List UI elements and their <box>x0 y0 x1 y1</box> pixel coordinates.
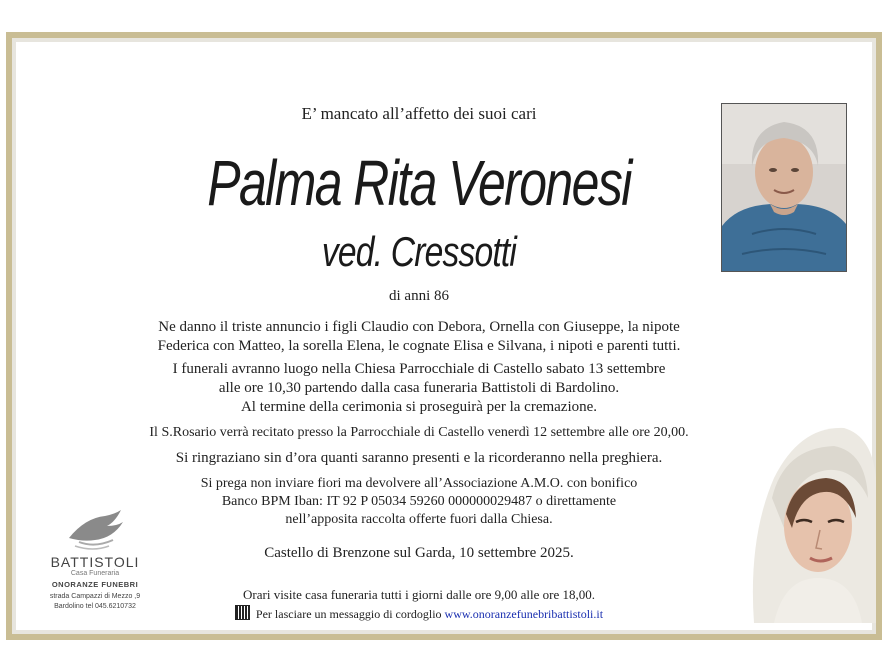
dove-logo-icon <box>65 508 125 552</box>
funeral-home-logo <box>40 508 150 612</box>
place-date: Castello di Brenzone sul Garda, 10 settembre 2025. <box>264 545 574 561</box>
family-line: Federica con Matteo, la sorella Elena, le cognate Elisa e Silvana, i nipoti e parenti tutti. <box>157 338 681 354</box>
frame-inner <box>12 38 876 634</box>
family-announcement <box>16 318 822 356</box>
rosary-info: Il S.Rosario verrà recitato presso la Parrocchiale di Castello venerdì 12 settembre alle ore 20,00. <box>149 425 689 440</box>
logo-subtitle: Casa Funeraria <box>70 570 120 577</box>
portrait-image <box>722 104 846 271</box>
donation-line: nell’apposita raccolta offerte fuori dalla Chiesa. <box>285 512 553 527</box>
qr-code-icon[interactable] <box>235 605 250 620</box>
logo-brand: BATTISTOLI <box>50 554 140 570</box>
logo-phone-line: Bardolino tel 045.6210732 <box>54 603 136 610</box>
visiting-hours: Orari visite casa funeraria tutti i giorni dalle ore 9,00 alle ore 18,00. <box>243 587 595 602</box>
notice-paper <box>16 42 872 630</box>
donation-line: Banco BPM Iban: IT 92 P 05034 59260 000000029487 o direttamente <box>221 494 617 509</box>
donation-line: Si prega non inviare fiori ma devolvere all’Associazione A.M.O. con bonifico <box>200 476 638 491</box>
funeral-line: alle ore 10,30 partendo dalla casa funeraria Battistoli di Bardolino. <box>218 380 620 396</box>
age-text: di anni 86 <box>389 288 449 304</box>
married-name: ved. Cressotti <box>321 228 517 275</box>
family-line: Ne danno il triste annuncio i figli Claudio con Debora, Ornella con Giuseppe, la nipote <box>158 319 680 335</box>
funeral-line: Al termine della cerimonia si proseguirà per la cremazione. <box>240 399 598 415</box>
condolence-link[interactable]: www.onoranzefunebribattistoli.it <box>444 607 604 621</box>
logo-address <box>40 592 150 612</box>
deceased-name: Palma Rita Veronesi <box>207 147 631 219</box>
condolence-text: Per lasciare un messaggio di cordoglio <box>255 607 442 621</box>
deceased-photo <box>721 103 847 272</box>
logo-type: ONORANZE FUNEBRI <box>51 580 139 589</box>
logo-address-line: strada Campazzi di Mezzo ,9 <box>49 593 141 600</box>
funeral-line: I funerali avranno luogo nella Chiesa Parrocchiale di Castello sabato 13 settembre <box>172 361 666 377</box>
madonna-image <box>744 418 876 623</box>
intro-text: E’ mancato all’affetto dei suoi cari <box>301 104 537 123</box>
notice-frame <box>6 32 882 640</box>
funeral-info <box>16 360 822 417</box>
thanks-text: Si ringraziano sin d’ora quanti saranno presenti e la ricorderanno nella preghiera. <box>175 450 663 466</box>
madonna-illustration <box>744 418 876 623</box>
